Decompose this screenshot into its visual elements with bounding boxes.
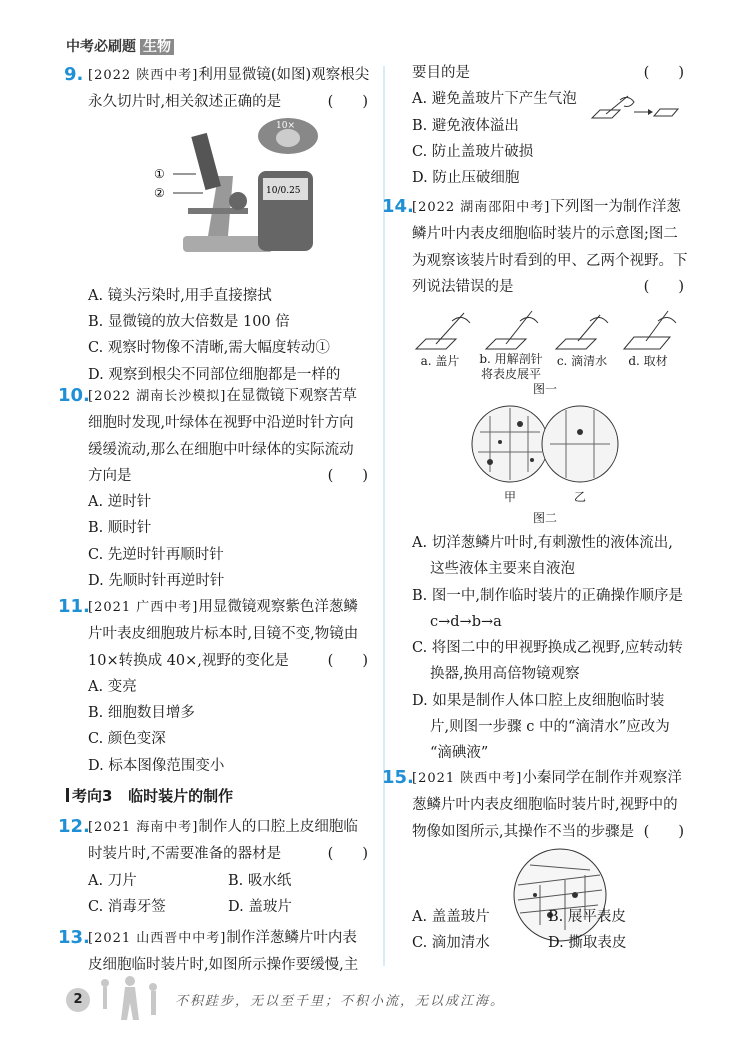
option-a[interactable]: [412, 530, 684, 583]
option-text: c→d→b→a: [430, 613, 502, 630]
question-source: [2021 广西中考]: [88, 600, 199, 615]
option-a[interactable]: A. 逆时针: [88, 494, 152, 511]
page-number: 2: [66, 988, 90, 1012]
option-text: B. 图一中,制作临时装片的正确操作顺序是: [412, 587, 683, 604]
option-c[interactable]: [412, 635, 684, 688]
question-text: 利用显微镜(如图)观察根尖: [198, 67, 370, 83]
question-text: 下列图一为制作洋葱: [550, 199, 681, 215]
question-text: 物像如图所示,其操作不当的步骤是: [412, 823, 635, 840]
question-text: 列说法错误的是: [412, 278, 514, 295]
option-d[interactable]: [412, 688, 684, 767]
step-c-label: c. 滴清水: [556, 354, 608, 368]
step-a-label: a. 盖片: [420, 354, 460, 368]
option-c[interactable]: C. 防止盖玻片破损: [412, 143, 534, 160]
option-c[interactable]: C. 滴加清水: [412, 935, 490, 952]
question-number: 9.: [64, 64, 84, 85]
page-header: [66, 36, 174, 56]
question-source: [2022 陕西中考]: [88, 68, 199, 83]
question-text: 时装片时,不需要准备的器材是: [88, 846, 282, 863]
question-text: 葱鳞片叶内表皮细胞临时装片时,视野中的: [412, 797, 678, 814]
figure-1-steps: [412, 305, 682, 355]
question-text: 细胞时发现,叶绿体在视野中沿逆时针方向: [88, 415, 354, 432]
question-10: [58, 383, 368, 594]
question-text: 永久切片时,相关叙述正确的是: [88, 94, 282, 111]
option-b[interactable]: B. 显微镜的放大倍数是 100 倍: [88, 314, 290, 331]
question-11: [58, 594, 368, 779]
eyepiece-label: 10×: [276, 120, 295, 131]
question-text: 制作洋葱鳞片叶内表: [226, 930, 357, 946]
option-b[interactable]: B. 顺时针: [88, 520, 152, 537]
view-jia-label: 甲: [503, 490, 516, 504]
question-text: 在显微镜下观察苦草: [226, 388, 357, 404]
view-yi-label: 乙: [573, 490, 586, 504]
question-text: 片叶表皮细胞玻片标本时,目镜不变,物镜由: [88, 626, 359, 643]
step-d-label: d. 取材: [628, 354, 668, 368]
section-title: 临时装片的制作: [128, 787, 234, 805]
option-d[interactable]: D. 标本图像范围变小: [88, 757, 225, 774]
figure-2-views: [470, 402, 620, 488]
figure-1-caption: 图一: [532, 382, 557, 396]
option-a[interactable]: A. 盖盖玻片: [412, 909, 490, 925]
question-13: [58, 925, 368, 979]
answer-blank: ( ): [327, 652, 368, 669]
option-c[interactable]: C. 先逆时针再顺时针: [88, 546, 224, 563]
coverslip-figure: [590, 92, 680, 124]
question-number: 12.: [58, 816, 90, 837]
question-14-options: [412, 530, 684, 767]
option-text: 片,则图一步骤 c 中的“滴清水”应改为: [430, 719, 670, 736]
option-d[interactable]: D. 盖玻片: [228, 898, 292, 915]
subject-tag: 生物: [140, 39, 174, 55]
option-a[interactable]: A. 镜头污染时,用手直接擦拭: [88, 287, 272, 304]
option-b[interactable]: B. 细胞数目增多: [88, 705, 195, 722]
answer-blank: ( ): [327, 467, 368, 484]
question-text: 制作人的口腔上皮细胞临: [198, 819, 358, 835]
label-1: ①: [154, 166, 165, 181]
question-14: [382, 194, 688, 300]
option-text: D. 如果是制作人体口腔上皮细胞临时装: [412, 692, 665, 709]
answer-blank: ( ): [643, 65, 684, 81]
option-text: 换器,换用高倍物镜观察: [430, 666, 580, 683]
option-c[interactable]: C. 消毒牙签: [88, 898, 166, 915]
option-b[interactable]: [412, 583, 684, 636]
figure-2-caption: 图二: [532, 511, 557, 525]
question-text: 10×转换成 40×,视野的变化是: [88, 652, 289, 669]
question-number: 14.: [382, 196, 414, 217]
option-d[interactable]: D. 防止压破细胞: [412, 170, 520, 187]
option-c[interactable]: C. 颜色变深: [88, 731, 166, 748]
question-number: 13.: [58, 927, 90, 948]
footer-motto: 不积跬步，无以至千里；不积小流，无以成江海。: [175, 994, 506, 1009]
option-d[interactable]: D. 撕取表皮: [548, 935, 627, 952]
question-text: 用显微镜观察紫色洋葱鳞: [198, 599, 358, 615]
question-text: 鳞片叶内表皮细胞临时装片的示意图;图二: [412, 226, 678, 243]
question-number: 10.: [58, 385, 90, 406]
question-9: [64, 62, 370, 388]
answer-blank: ( ): [327, 94, 368, 111]
option-b[interactable]: B. 展平表皮: [548, 909, 626, 925]
option-text: “滴碘液”: [430, 745, 489, 762]
question-source: [2021 陕西中考]: [412, 771, 523, 786]
objective-label: 10/0.25: [266, 185, 301, 196]
option-d[interactable]: D. 先顺时针再逆时针: [88, 573, 225, 590]
question-15-options: [412, 904, 684, 957]
option-text: 这些液体主要来自液泡: [430, 561, 575, 578]
answer-blank: ( ): [643, 823, 684, 840]
microscope-figure: [88, 116, 368, 274]
question-13-continued: [412, 60, 684, 191]
option-a[interactable]: A. 变亮: [88, 678, 137, 695]
question-text: 要目的是: [412, 65, 470, 81]
option-d[interactable]: D. 观察到根尖不同部位细胞都是一样的: [88, 366, 341, 383]
question-source: [2022 湖南长沙模拟]: [88, 389, 227, 404]
question-15: [382, 765, 684, 845]
step-b-label: b. 用解剖针将表皮展平: [479, 352, 543, 381]
answer-blank: ( ): [327, 846, 368, 863]
label-2: ②: [154, 185, 165, 200]
question-source: [2022 湖南邵阳中考]: [412, 200, 551, 215]
question-text: 皮细胞临时装片时,如图所示操作要缓慢,主: [88, 957, 359, 974]
option-a[interactable]: A. 避免盖玻片下产生气泡: [412, 91, 577, 108]
question-text: 方向是: [88, 467, 132, 484]
jumping-people-decoration: [95, 975, 170, 1025]
question-text: 缓缓流动,那么在细胞中叶绿体的实际流动: [88, 441, 354, 458]
question-text: 小秦同学在制作并观察洋: [522, 770, 682, 786]
question-number: 15.: [382, 767, 414, 788]
option-b[interactable]: B. 避免液体溢出: [412, 117, 519, 134]
question-source: [2021 山西晋中中考]: [88, 931, 227, 946]
question-number: 11.: [58, 596, 90, 617]
section-label: 考向3: [72, 787, 113, 805]
option-c[interactable]: C. 观察时物像不清晰,需大幅度转动①: [88, 340, 330, 357]
question-text: 为观察该装片时看到的甲、乙两个视野。下: [412, 252, 688, 269]
question-12: [58, 814, 368, 920]
answer-blank: ( ): [643, 278, 684, 295]
book-title: 中考必刷题: [66, 39, 136, 55]
option-a[interactable]: A. 刀片: [88, 872, 137, 889]
option-text: A. 切洋葱鳞片叶时,有刺激性的液体流出,: [412, 535, 673, 551]
option-b[interactable]: B. 吸水纸: [228, 872, 292, 889]
section-heading: [66, 785, 233, 806]
question-source: [2021 海南中考]: [88, 820, 199, 835]
option-text: C. 将图二中的甲视野换成乙视野,应转动转: [412, 640, 683, 657]
